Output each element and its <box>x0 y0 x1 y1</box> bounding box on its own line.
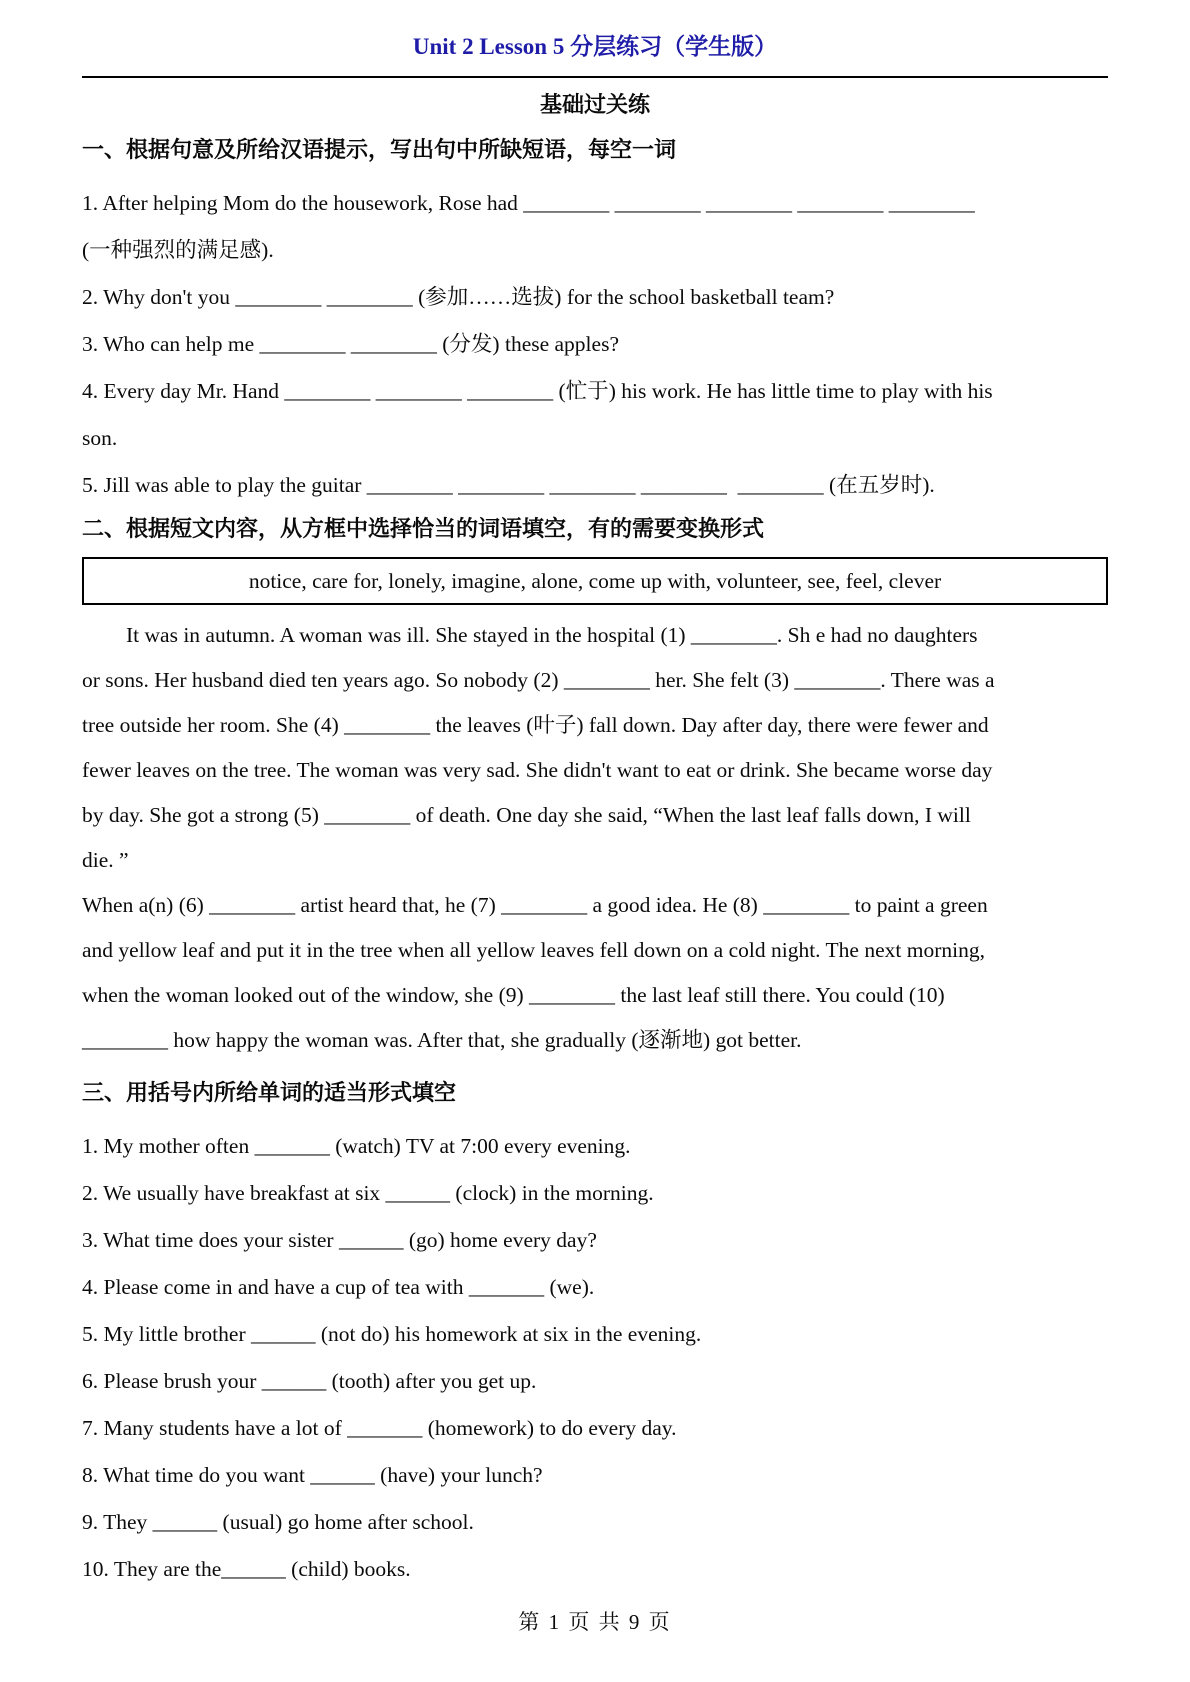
sec1-item-2: 2. Why don't you ________ ________ (参加……选拔) for the school basketball team? <box>82 285 835 309</box>
sec1-item-1-continuation: (一种强烈的满足感). <box>82 238 274 262</box>
sec1-item-3: 3. Who can help me ________ ________ (分发) these apples? <box>82 332 619 356</box>
word-bank-box <box>82 557 1108 605</box>
passage-p2-line-2: and yellow leaf and put it in the tree when all yellow leaves fell down on a cold night. The next morning, <box>82 938 985 962</box>
section-one <box>82 134 1108 509</box>
sec1-item-1: 1. After helping Mom do the housework, Rose had ________ ________ ________ ________ ________ <box>82 191 975 215</box>
section-two-heading: 二、根据短文内容，从方框中选择恰当的词语填空，有的需要变换形式 <box>82 516 765 541</box>
passage-p1-line-6: die. ” <box>82 848 129 872</box>
sec3-item-9: 9. They ______ (usual) go home after school. <box>82 1510 474 1534</box>
sec3-item-5: 5. My little brother ______ (not do) his homework at six in the evening. <box>82 1322 702 1346</box>
section-one-heading: 一、根据句意及所给汉语提示，写出句中所缺短语，每空一词 <box>82 137 677 162</box>
sec1-item-4: 4. Every day Mr. Hand ________ ________ ________ (忙于) his work. He has little time to play with his <box>82 379 993 403</box>
sec3-item-6: 6. Please brush your ______ (tooth) after you get up. <box>82 1369 537 1393</box>
passage-p1-line-1: It was in autumn. A woman was ill. She stayed in the hospital (1) ________. Sh e had no daughters <box>126 623 978 647</box>
section-two <box>82 513 1108 1063</box>
sec3-item-1: 1. My mother often _______ (watch) TV at 7:00 every evening. <box>82 1134 631 1158</box>
passage-p1-line-2: or sons. Her husband died ten years ago. So nobody (2) ________ her. She felt (3) ________. There was a <box>82 668 995 692</box>
doc-title: Unit 2 Lesson 5 分层练习（学生版） <box>412 34 778 59</box>
sec3-item-2: 2. We usually have breakfast at six ______ (clock) in the morning. <box>82 1181 654 1205</box>
worksheet-subtitle: 基础过关练 <box>539 92 650 117</box>
passage-p1-line-4: fewer leaves on the tree. The woman was very sad. She didn't want to eat or drink. She became worse day <box>82 758 993 782</box>
sec3-item-3: 3. What time does your sister ______ (go) home every day? <box>82 1228 597 1252</box>
passage-p2-line-4: ________ how happy the woman was. After that, she gradually (逐渐地) got better. <box>82 1028 802 1052</box>
passage-p1-line-5: by day. She got a strong (5) ________ of death. One day she said, “When the last leaf falls down, I will <box>82 803 971 827</box>
sec3-item-10: 10. They are the______ (child) books. <box>82 1557 411 1581</box>
section-three <box>82 1077 1108 1593</box>
sec3-item-7: 7. Many students have a lot of _______ (homework) to do every day. <box>82 1416 677 1440</box>
sec1-item-5: 5. Jill was able to play the guitar ________ ________ ________ ________ ________ (在五岁时). <box>82 473 935 497</box>
word-bank-words: notice, care for, lonely, imagine, alone, come up with, volunteer, see, feel, clever <box>248 569 942 593</box>
sec3-item-4: 4. Please come in and have a cup of tea with _______ (we). <box>82 1275 595 1299</box>
passage-p2-line-1: When a(n) (6) ________ artist heard that, he (7) ________ a good idea. He (8) ________ to paint a green <box>82 893 988 917</box>
sec3-item-8: 8. What time do you want ______ (have) your lunch? <box>82 1463 543 1487</box>
page-number: 第 1 页 共 9 页 <box>518 1610 672 1634</box>
passage-p1-line-3: tree outside her room. She (4) ________ the leaves (叶子) fall down. Day after day, there were fewer and <box>82 713 989 737</box>
cloze-passage <box>82 613 1108 1063</box>
passage-p2-line-3: when the woman looked out of the window, she (9) ________ the last leaf still there. You could (10) <box>82 983 945 1007</box>
title-divider <box>82 76 1108 78</box>
sec1-item-4-continuation: son. <box>82 426 118 450</box>
section-three-heading: 三、用括号内所给单词的适当形式填空 <box>82 1080 457 1105</box>
